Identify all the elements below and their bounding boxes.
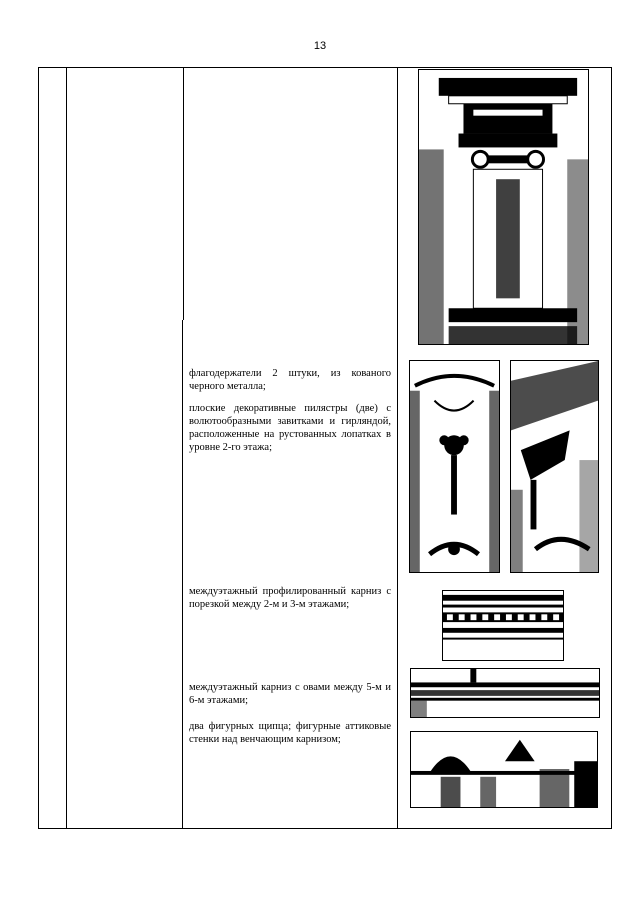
row3-paragraph-1: междуэтажный профилированный карниз с порезкой между 2-м и 3-м этажами; [189,586,391,610]
gables-photo [410,731,598,808]
column-divider-2-top [183,67,184,320]
flag-holder-side-photo [510,360,599,573]
column-capital-photo [418,69,589,345]
column-divider-1 [66,67,67,829]
column-divider-2 [182,320,183,829]
cornice-photo [442,590,564,661]
row4-paragraph-1: междуэтажный карниз с овами между 5-м и 6-м этажами; [189,682,391,706]
row2-text [189,367,391,454]
column-divider-3 [397,67,398,829]
row2-paragraph-2: плоские декоративные пилястры (две) с волютообразными завитками и гирляндой, расположенные на рустованных лопатках в уровне 2-го этажа; [189,403,391,453]
row2-paragraph-1: флагодержатели 2 штуки, из кованого черного металла; [189,368,391,392]
ovolo-cornice-photo [410,668,600,718]
page-number: 13 [313,40,327,52]
row5-paragraph-1: два фигурных щипца; фигурные аттиковые стенки над венчающим карнизом; [189,721,391,745]
flag-holder-photo [409,360,500,573]
